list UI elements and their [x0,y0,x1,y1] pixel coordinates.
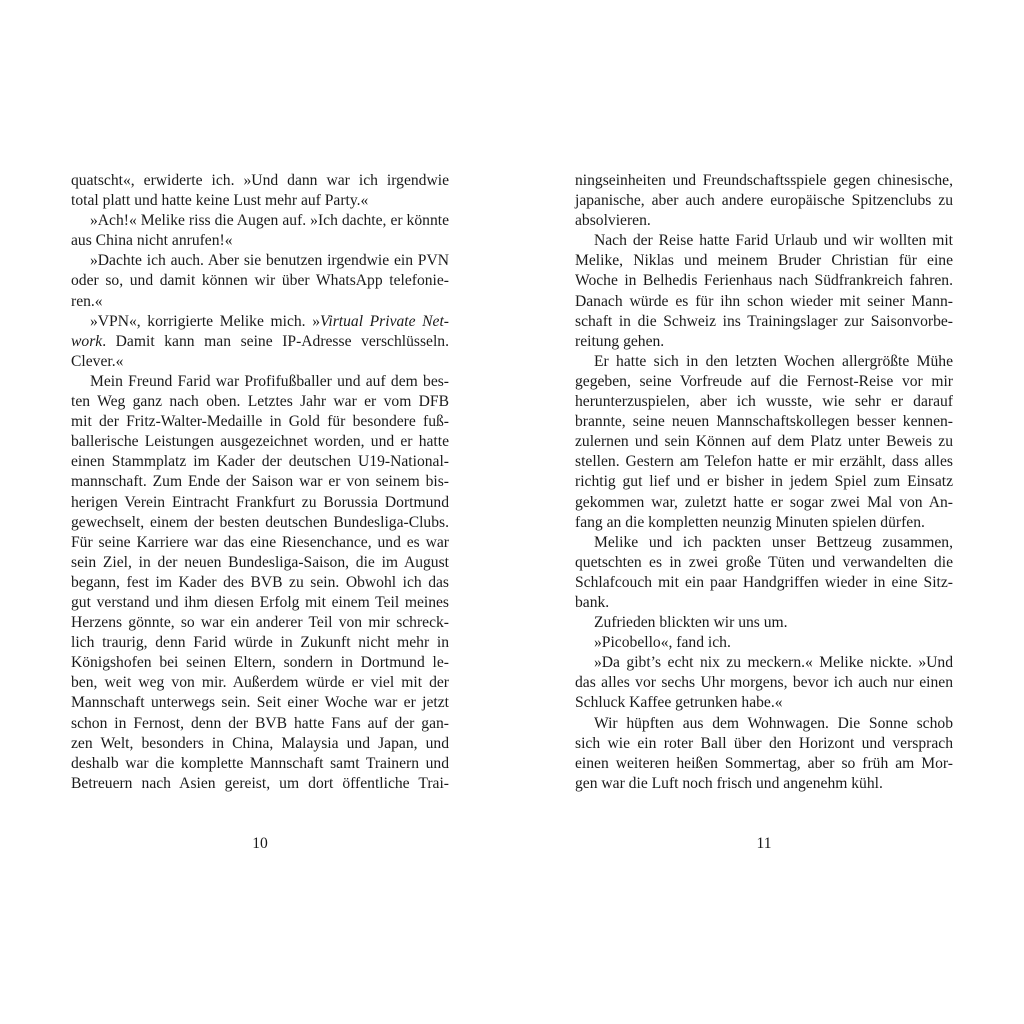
text-line: quatscht«, erwiderte ich. »Und dann war ich irgendwie [71,172,449,189]
text-line: »Picobello«, fand ich. [594,634,731,652]
left-page-body-text [71,171,449,794]
text-line: gegeben, seine Vorfreude auf die Fernost-Reise vor mir [575,372,953,390]
text-line: fang an die kompletten neunzig Minuten spielen dürfen. [575,513,925,531]
text-line: Mannschaft unterwegs sein. Seit einer Woche war er jetzt [71,694,449,712]
right-page [575,171,953,794]
text-line: mit der Fritz-Walter-Medaille in Gold für besondere fuß- [71,413,449,431]
text-line: ren.« [71,292,103,310]
text-line: »Ach!« Melike riss die Augen auf. »Ich dachte, er könnte [90,212,449,230]
text-line: Danach würde es für ihn schon wieder mit seiner Mann- [575,292,953,310]
text-line: Mein Freund Farid war Profifußballer und auf dem bes- [90,372,449,390]
text-line: aus China nicht anrufen!« [71,232,233,250]
text-line: »Dachte ich auch. Aber sie benutzen irgendwie ein PVN [90,252,449,270]
text-line: mannschaft. Zum Ende der Saison war er von seinem bis- [71,473,449,491]
text-line: herunterzuspielen, aber ich wusste, wie sehr er darauf [575,393,953,411]
text-line: work. Damit kann man seine IP-Adresse verschlüsseln. [71,332,449,350]
text-line: ben, weit weg von mir. Außerdem würde er viel mit der [71,674,449,692]
right-page-body-text [575,171,953,794]
text-line: bank. [575,593,610,611]
text-line: Für seine Karriere war das eine Riesenchance, und es war [71,533,449,551]
text-line: schon in Fernost, denn der BVB hatte Fans auf der gan- [71,714,449,732]
text-line: Woche in Belhedis Ferienhaus nach Südfrankreich fahren. [575,272,953,290]
text-line: lich traurig, denn Farid würde in Zukunft nicht mehr in [71,634,449,652]
text-line: absolvieren. [575,212,651,230]
text-line: Nach der Reise hatte Farid Urlaub und wir wollten mit [594,232,953,250]
text-line: »VPN«, korrigierte Melike mich. »Virtual Private Net- [90,312,449,330]
right-page-number: 11 [756,835,772,852]
text-line: stellen. Gestern am Telefon hatte er mir erzählt, dass alles [575,453,953,471]
text-line: Clever.« [71,352,124,370]
text-line: Königshofen bei seinen Eltern, sondern in Dortmund le- [71,654,449,672]
text-line: richtig gut lief und er bisher in jedem Spiel zum Einsatz [575,473,953,491]
text-line: zen Welt, besonders in China, Malaysia und Japan, und [71,734,449,752]
text-line: sein Ziel, in der neuen Bundesliga-Saison, die im August [71,553,449,571]
text-line: herigen Verein Eintracht Frankfurt zu Borussia Dortmund [71,493,449,511]
text-line: deshalb war die komplette Mannschaft samt Trainern und [71,754,449,772]
text-line: sich wie ein roter Ball über den Horizont und versprach [575,734,953,752]
text-line: einen weiteren heißen Sommertag, aber so früh am Mor- [575,754,953,772]
text-line: ballerische Leistungen ausgezeichnet worden, und er hatte [71,433,449,451]
text-line: »Da gibt’s echt nix zu meckern.« Melike nickte. »Und [594,654,953,672]
text-line: gewechselt, einem der besten deutschen Bundesliga-Clubs. [71,513,449,531]
text-line: Herzens gönnte, so war ein anderer Teil von mir schreck- [71,614,449,632]
text-line: ningseinheiten und Freundschaftsspiele gegen chinesische, [575,172,953,189]
text-line: ten Weg ganz nach oben. Letztes Jahr war er vom DFB [71,393,449,411]
text-line: das alles vor sechs Uhr morgens, bevor ich auch nur einen [575,674,953,692]
text-line: Betreuern nach Asien gereist, um dort öffentliche Trai- [71,774,449,792]
text-line: Melike und ich packten unser Bettzeug zusammen, [594,533,953,551]
text-line: Wir hüpften aus dem Wohnwagen. Die Sonne schob [594,714,953,732]
text-line: begann, fest im Kader des BVB zu sein. Obwohl ich das [71,573,449,591]
text-line: gen war die Luft noch frisch und angenehm kühl. [575,774,883,792]
text-line: Melike, Niklas und meinem Bruder Christian für eine [575,252,953,270]
text-line: reitung gehen. [575,332,665,350]
text-line: japanische, aber auch andere europäische Spitzenclubs zu [575,192,953,210]
text-line: Schlafcouch mit ein paar Handgriffen wieder in eine Sitz- [575,573,953,591]
text-line: gut verstand und ihm diesen Erfolg mit einem Teil meines [71,593,449,611]
text-line: schaft in die Schweiz ins Trainingslager zur Saisonvorbe- [575,312,953,330]
text-line: quetschten es in zwei große Tüten und verwandelten die [575,553,953,571]
text-line: Zufrieden blickten wir uns um. [594,614,788,632]
text-line: zulernen und sein Können auf dem Platz unter Beweis zu [575,433,953,451]
left-page [71,171,449,794]
text-line: einen Stammplatz im Kader der deutschen U19-National- [71,453,449,471]
text-line: gekommen war, zuletzt hatte er sogar zwei Mal von An- [575,493,953,511]
left-page-number: 10 [252,835,268,852]
text-line: Er hatte sich in den letzten Wochen allergrößte Mühe [594,352,953,370]
text-line: total platt und hatte keine Lust mehr auf Party.« [71,192,369,210]
text-line: brannte, seine neuen Mannschaftskollegen besser kennen- [575,413,953,431]
text-line: oder so, und damit können wir über WhatsApp telefonie- [71,272,449,290]
text-line: Schluck Kaffee getrunken habe.« [575,694,783,712]
